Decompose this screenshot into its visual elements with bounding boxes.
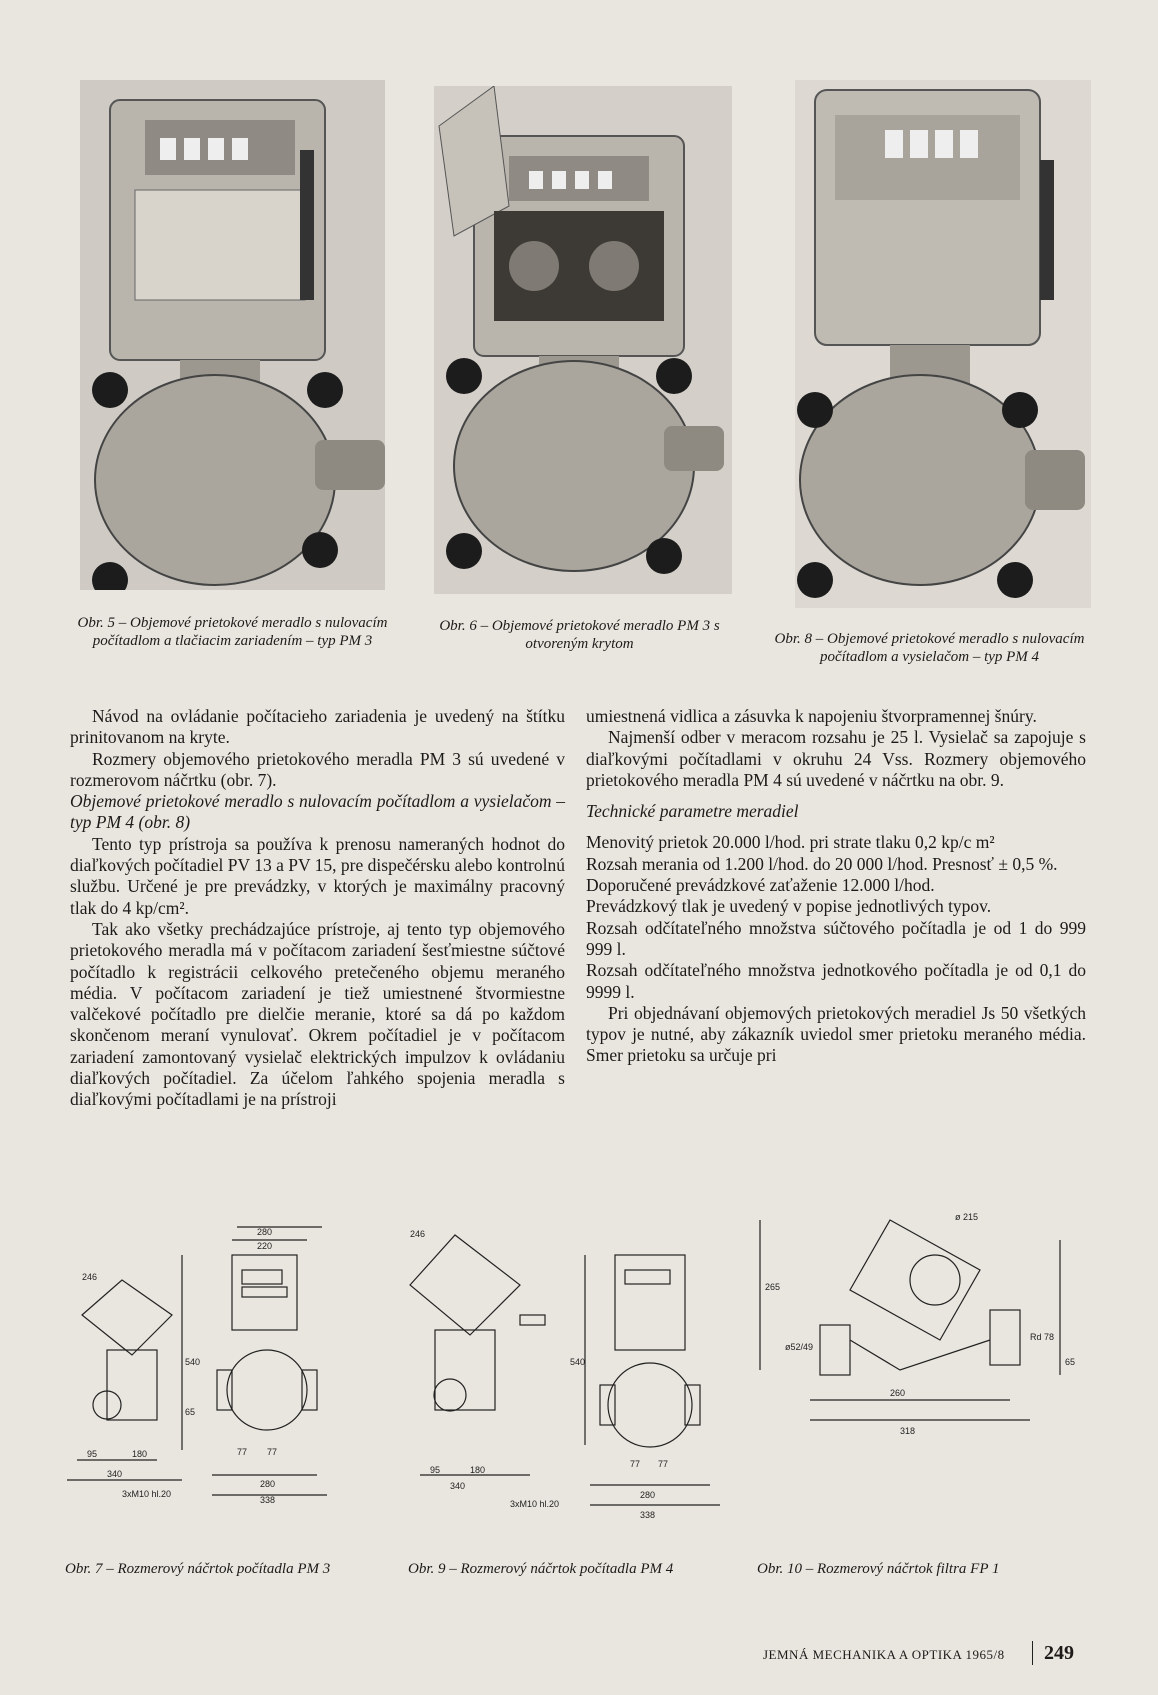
fig9-front-view	[420, 1255, 720, 1505]
spec-line: Prevádzkový tlak je uvedený v popise jednotlivých typov.	[586, 896, 992, 917]
dim-label: 280	[260, 1479, 276, 1489]
subheading: Objemové prietokové meradlo s nulovacím počítadlom a vysielačom – typ PM 4 (obr. 8)	[70, 791, 565, 833]
fig10-caption: Obr. 10 – Rozmerový náčrtok filtra FP 1	[757, 1561, 1000, 1577]
dim-label: 95	[87, 1449, 98, 1459]
dim-label: 180	[132, 1449, 148, 1459]
dim-label: ø 215	[955, 1212, 979, 1222]
dim-label: 338	[260, 1495, 276, 1505]
dim-label: 65	[185, 1407, 196, 1417]
dim-label: 77	[267, 1447, 278, 1457]
fig7-front-view	[182, 1227, 327, 1495]
fig9-side-view	[410, 1235, 545, 1411]
dim-label: 540	[570, 1357, 586, 1367]
drawing-fig7	[62, 1225, 382, 1505]
dim-label: 540	[185, 1357, 201, 1367]
photo-fig5	[80, 80, 385, 590]
dim-label: 246	[410, 1229, 426, 1239]
photo-fig6	[434, 86, 732, 594]
spec-line: Rozsah merania od 1.200 l/hod. do 20 000 l/hod. Presnosť ± 0,5 %.	[586, 853, 1058, 874]
drawing-fig8-10	[740, 1200, 1100, 1450]
dim-label: 280	[257, 1227, 273, 1237]
dim-label: 338	[640, 1510, 656, 1520]
paragraph: umiestnená vidlica a zásuvka k napojeniu štvorpramennej šnúry.	[586, 706, 1037, 726]
fig6-caption: Obr. 6 – Objemové prietokové meradlo PM 3 s otvoreným krytom	[439, 618, 720, 652]
dim-label: Rd 78	[1030, 1332, 1055, 1342]
fig10-filter-view	[760, 1220, 1060, 1420]
spec-line: Rozsah odčítateľného množstva súčtového počítadla je od 1 do 999 999 l.	[586, 917, 1086, 959]
paragraph: Tento typ prístroja sa používa k prenosu nameraných hodnot do diaľkových počítadiel PV 13 a PV 15, pre dispečérsku alebo kontrolnú službu. Určené je pre prevádzky, v ktorých je maximálny pracovný tlak do 4 kp/cm².	[70, 833, 565, 918]
dim-label: 65	[1065, 1357, 1076, 1367]
fig8-caption: Obr. 8 – Objemové prietokové meradlo s nulovacím počítadlom a vysielačom – typ PM 4	[774, 631, 1085, 665]
fig7-caption: Obr. 7 – Rozmerový náčrtok počítadla PM 3	[65, 1561, 331, 1577]
dim-label: ø52/49	[785, 1342, 814, 1352]
paragraph: Rozmery objemového prietokového meradla PM 3 sú uvedené v rozmerovom náčrtku (obr. 7).	[70, 748, 565, 790]
dim-label: 3xM10 hl.20	[510, 1499, 560, 1509]
drawing-fig9	[390, 1215, 735, 1545]
section-heading: Technické parametre meradiel	[586, 801, 799, 822]
fig7-side-view	[67, 1280, 182, 1480]
dim-label: 77	[237, 1447, 248, 1457]
paragraph: Pri objednávaní objemových prietokových meradiel Js 50 všetkých typov je nutné, aby zákazník uviedol smer prietoku meraného média. Smer prietoku sa určuje pri	[586, 1002, 1086, 1066]
journal-footer: JEMNÁ MECHANIKA A OPTIKA 1965/8	[763, 1647, 1005, 1662]
dim-label: 340	[107, 1469, 123, 1479]
dim-label: 318	[900, 1426, 916, 1436]
fig5-caption: Obr. 5 – Objemové prietokové meradlo s nulovacím počítadlom a tlačiacim zariadením – typ PM 3	[77, 615, 388, 649]
dim-label: 340	[450, 1481, 466, 1491]
footer-separator	[1032, 1641, 1033, 1665]
flowmeter-photo-fig8	[795, 80, 1091, 608]
flowmeter-photo-fig5	[80, 80, 385, 590]
right-text-column	[586, 706, 1086, 1067]
spec-line: Menovitý prietok 20.000 l/hod. pri strate tlaku 0,2 kp/c m²	[586, 832, 995, 853]
flowmeter-photo-fig6	[434, 86, 732, 594]
dim-label: 180	[470, 1465, 486, 1475]
dim-label: 95	[430, 1465, 441, 1475]
dim-label: 246	[82, 1272, 98, 1282]
paragraph: Návod na ovládanie počítacieho zariadenia je uvedený na štítku prinitovanom na kryte.	[70, 706, 565, 748]
dim-label: 77	[630, 1459, 641, 1469]
page-number: 249	[1044, 1642, 1074, 1664]
photo-fig8	[795, 80, 1091, 608]
paragraph: Najmenší odber v meracom rozsahu je 25 l. Vysielač sa zapojuje s diaľkovými počítadlami v okruhu 24 Vss. Rozmery objemového prietokového meradla PM 4 sú uvedené v náčrtku na obr. 9.	[586, 727, 1086, 790]
spec-line: Doporučené prevádzkové zaťaženie 12.000 l/hod.	[586, 875, 935, 896]
dim-label: 280	[640, 1490, 656, 1500]
dim-label: 220	[257, 1241, 273, 1251]
spec-line: Rozsah odčítateľného množstva jednotkového počítadla je od 0,1 do 9999 l.	[586, 960, 1086, 1002]
paragraph: Tak ako všetky prechádzajúce prístroje, aj tento typ objemového prietokového meradla má v počítacom zariadení šesťmiestne súčtové počítadlo k registrácii celkového pretečeného objemu meraného média. V počítacom zariadení je tiež umiestnené štvormiestne valčekové počítadlo pre dielčie meranie, ktoré sa dá po každom skončenom meraní vynulovať. Okrem počítadiel je v počítacom zariadení zamontovaný vysielač elektrických impulzov k ovládaniu diaľkových počítadiel. Za účelom ľahkého spojenia meradla s diaľkovými počítadlami je na prístroji	[70, 918, 565, 1110]
dim-label: 77	[658, 1459, 669, 1469]
dim-label: 3xM10 hl.20	[122, 1489, 172, 1499]
left-text-column	[70, 706, 565, 1111]
dim-label: 265	[765, 1282, 781, 1292]
dim-label: 260	[890, 1388, 906, 1398]
fig9-caption: Obr. 9 – Rozmerový náčrtok počítadla PM 4	[408, 1561, 674, 1577]
